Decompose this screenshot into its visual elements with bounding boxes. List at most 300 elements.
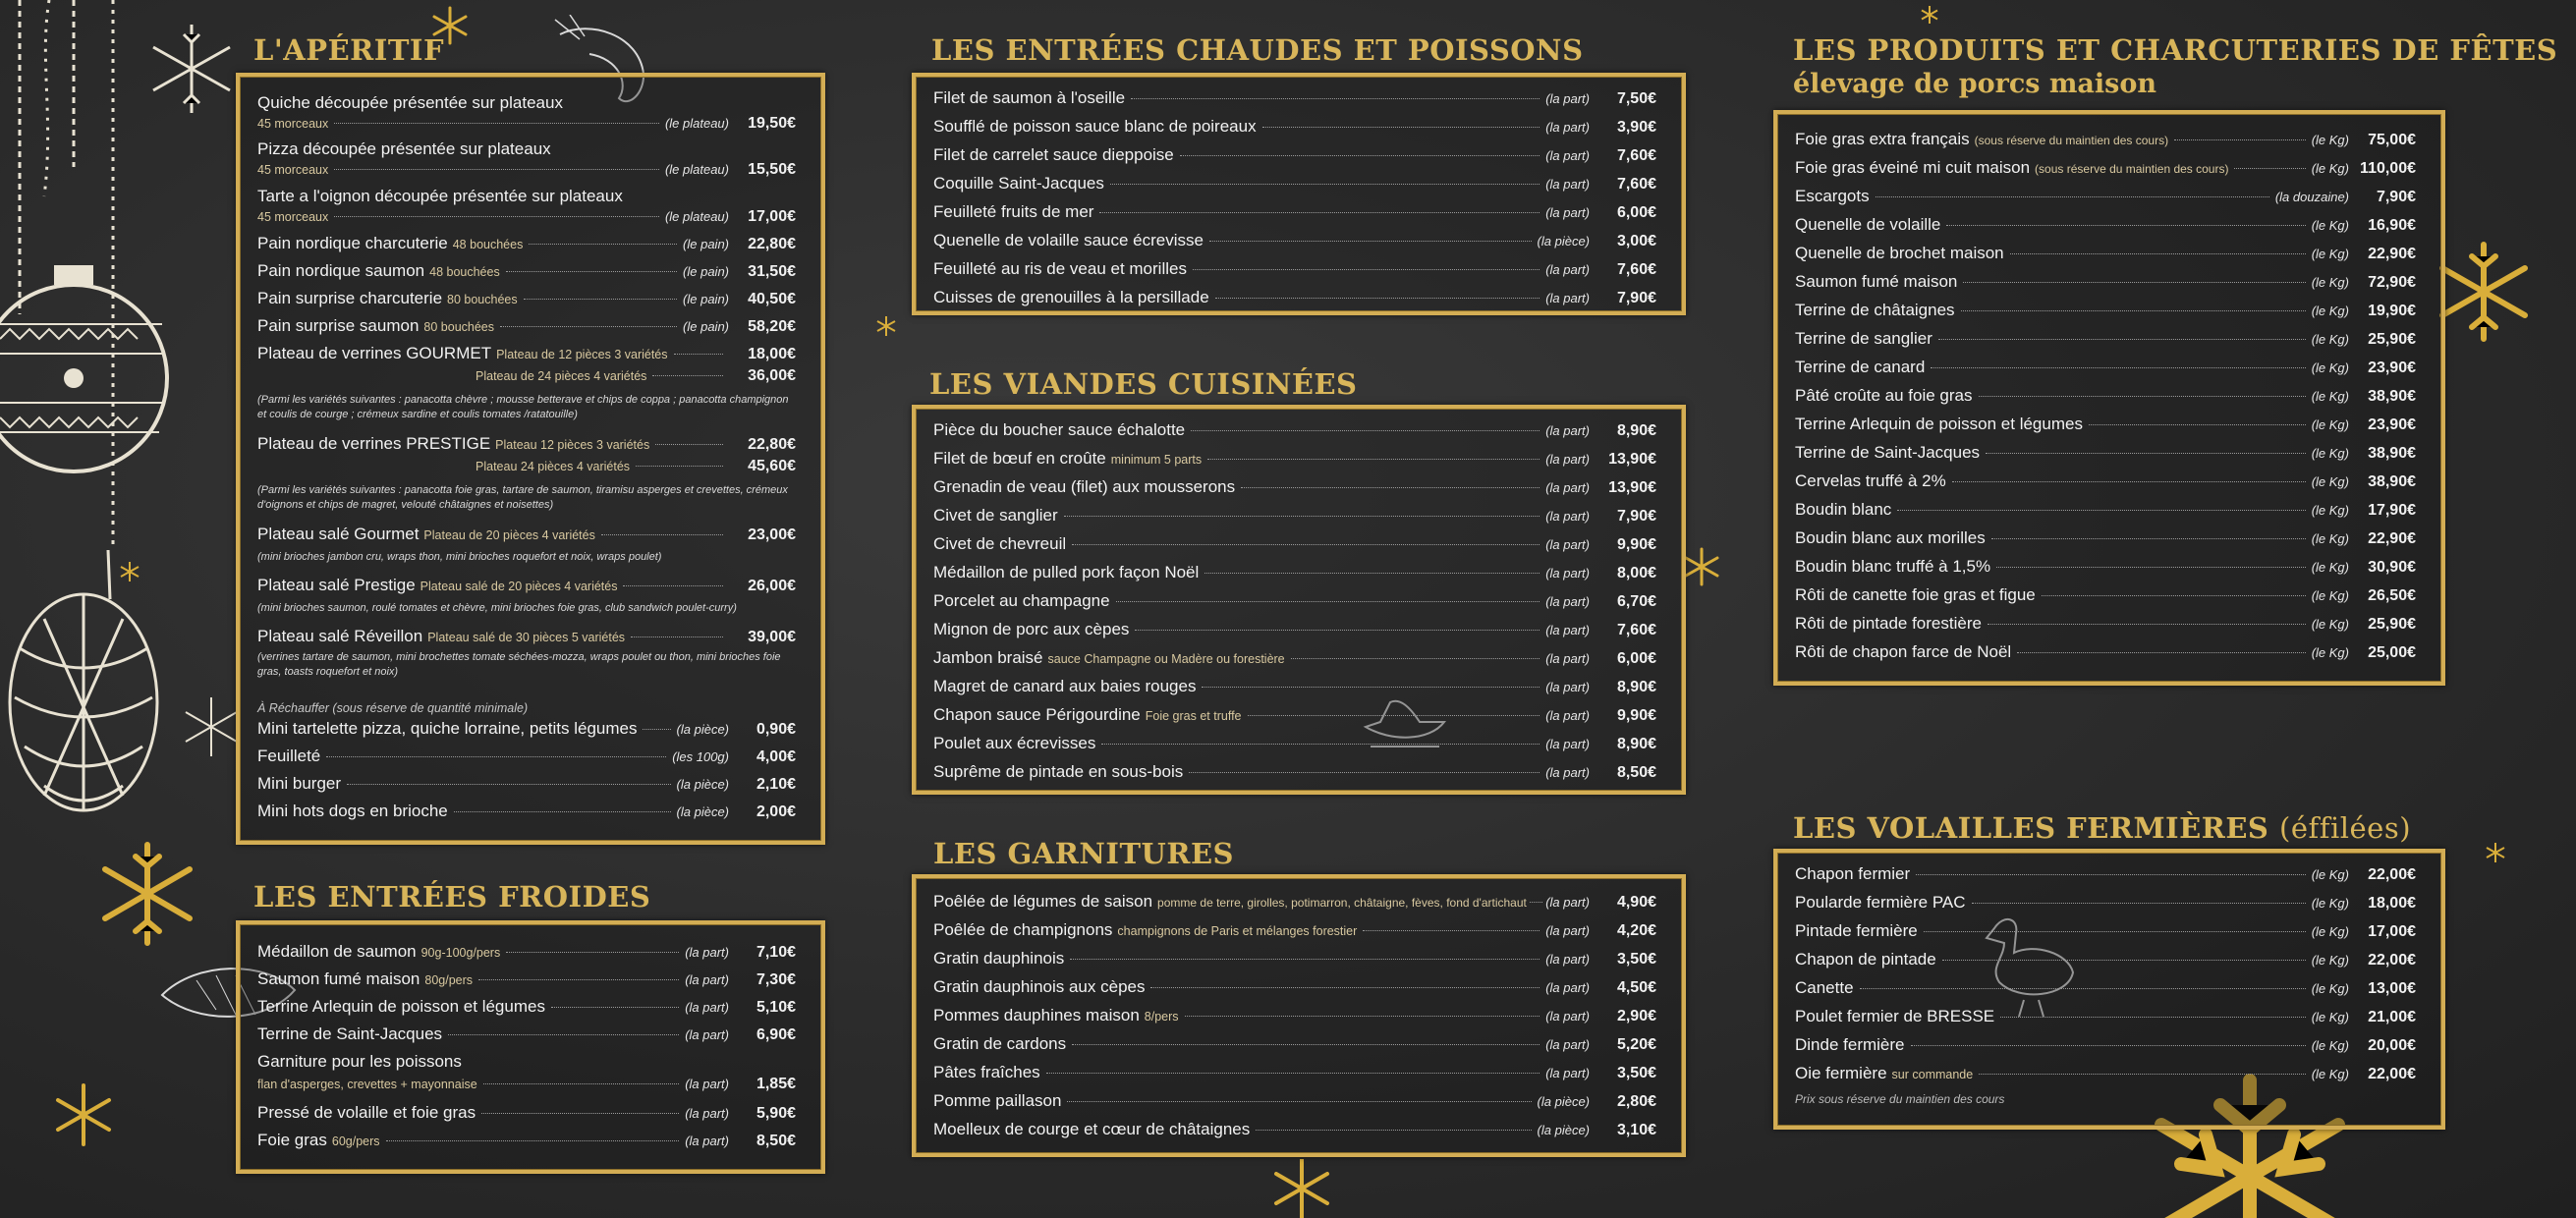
item-price: 26,00€ [748, 578, 796, 594]
item-name: Oie fermière [1795, 1064, 1887, 1082]
menu-item [933, 202, 1656, 222]
menu-item-detail [257, 115, 796, 133]
item-price: 8,00€ [1616, 565, 1656, 581]
item-price: 9,90€ [1616, 536, 1656, 553]
item-unit: (la part) [685, 1106, 729, 1121]
item-detail: champignons de Paris et mélanges forestier [1117, 924, 1358, 938]
item-note: (verrines tartare de saumon, mini brochettes tomate séchées-mozza, wraps poulet ou thon, mini brioches foie gras, toasts roquefort et noix) [257, 651, 781, 678]
item-unit: (la part) [1545, 708, 1590, 723]
item-name: Escargots [1795, 187, 1870, 205]
item-price: 22,80€ [748, 436, 796, 453]
menu-item [933, 259, 1656, 279]
menu-item [933, 762, 1656, 782]
item-price: 22,00€ [2368, 866, 2416, 883]
item-name: Coquille Saint-Jacques [933, 174, 1104, 193]
menu-item [1795, 244, 2416, 263]
item-name: Pintade fermière [1795, 921, 1918, 940]
item-price: 7,60€ [1616, 261, 1656, 278]
item-note: (Parmi les variétés suivantes : panacotta chèvre ; mousse betterave et chips de coppa ; panacotta champignon et coulis de courge ; crémeux sardine et coulis tomates /ratatouille) [257, 394, 789, 420]
item-unit: (le Kg) [2311, 560, 2349, 575]
menu-item [933, 648, 1656, 668]
item-detail: Foie gras et truffe [1145, 709, 1242, 723]
volailles-title-text: LES VOLAILLES FERMIÈRES [1793, 811, 2269, 845]
item-unit: (le Kg) [2311, 953, 2349, 968]
item-price: 8,90€ [1616, 422, 1656, 439]
menu-item [257, 234, 796, 253]
item-unit: (le Kg) [2311, 588, 2349, 603]
item-unit: (le Kg) [2311, 304, 2349, 318]
item-name: Pomme paillason [933, 1091, 1062, 1110]
item-detail: 80 bouchées [447, 293, 518, 306]
item-unit: (le Kg) [2311, 645, 2349, 660]
menu-item [257, 1024, 796, 1044]
item-unit: (le Kg) [2311, 247, 2349, 261]
menu-item [933, 231, 1656, 250]
volailles-title-suffix: (éffilées) [2279, 811, 2412, 845]
item-name: Filet de bœuf en croûte [933, 449, 1106, 468]
item-price: 9,90€ [1616, 707, 1656, 724]
item-name: Pain surprise charcuterie [257, 289, 443, 307]
item-unit: (la pièce) [676, 804, 729, 819]
viandes-box [912, 405, 1686, 795]
item-price: 4,90€ [1616, 894, 1656, 911]
item-name: Magret de canard aux baies rouges [933, 677, 1197, 695]
item-price: 21,00€ [2368, 1009, 2416, 1025]
item-price: 6,90€ [756, 1026, 796, 1043]
item-name: Médaillon de pulled pork façon Noël [933, 563, 1200, 581]
menu-item [257, 1052, 796, 1072]
item-note: (mini brioches jambon cru, wraps thon, mini brioches roquefort et noix, wraps poulet) [257, 551, 662, 563]
item-price: 17,90€ [2368, 502, 2416, 519]
price-note: Prix sous réserve du maintien des cours [1795, 1092, 2005, 1106]
menu-item [257, 344, 796, 363]
item-name: Canette [1795, 978, 1854, 997]
item-unit: (le Kg) [2311, 1038, 2349, 1053]
snowflake-icon [1919, 4, 1940, 26]
menu-item [257, 434, 796, 454]
item-detail: Plateau de 12 pièces 3 variétés [496, 348, 668, 361]
menu-item [933, 705, 1656, 725]
item-name: Quenelle de volaille [1795, 215, 1941, 234]
menu-item [257, 997, 796, 1017]
menu-item [257, 525, 796, 544]
item-name: Poulet aux écrevisses [933, 734, 1096, 752]
item-price: 75,00€ [2368, 132, 2416, 148]
item-unit: (la part) [1545, 980, 1590, 995]
item-name: Pressé de volaille et foie gras [257, 1103, 476, 1122]
menu-item [1795, 386, 2416, 406]
item-unit: (le pain) [683, 264, 729, 279]
item-unit: (la part) [1545, 205, 1590, 220]
item-unit: (la part) [685, 945, 729, 960]
menu-item [933, 620, 1656, 639]
item-name: Cuisses de grenouilles à la persillade [933, 288, 1209, 306]
item-price: 25,90€ [2368, 616, 2416, 633]
item-name: Pièce du boucher sauce échalotte [933, 420, 1186, 439]
menu-item-option [476, 458, 796, 475]
item-name: Pain nordique saumon [257, 261, 425, 280]
item-name: Pommes dauphines maison [933, 1006, 1140, 1024]
item-detail: 90g-100g/pers [420, 946, 501, 960]
menu-item [933, 734, 1656, 753]
item-unit: (le Kg) [2311, 503, 2349, 518]
item-name: Pizza découpée présentée sur plateaux [257, 139, 551, 158]
item-name: Foie gras [257, 1131, 327, 1149]
item-price: 45,60€ [748, 458, 796, 474]
item-unit: (le pain) [683, 319, 729, 334]
item-unit: (le Kg) [2311, 981, 2349, 996]
entrees-froides-box [236, 920, 825, 1174]
menu-item [933, 1091, 1656, 1111]
item-name: Pâté croûte au foie gras [1795, 386, 1973, 405]
item-name: Chapon fermier [1795, 864, 1911, 883]
menu-item [933, 145, 1656, 165]
item-unit: (la part) [1545, 1009, 1590, 1024]
item-unit: (la pièce) [676, 777, 729, 792]
viandes-title: LES VIANDES CUISINÉES [929, 367, 1358, 401]
item-unit: (la part) [1545, 120, 1590, 135]
item-detail: (sous réserve du maintien des cours) [2035, 162, 2229, 176]
item-unit: (la part) [1545, 291, 1590, 305]
item-price: 2,80€ [1616, 1093, 1656, 1110]
item-price: 22,90€ [2368, 530, 2416, 547]
item-detail: flan d'asperges, crevettes + mayonnaise [257, 1078, 477, 1091]
item-detail: 60g/pers [331, 1135, 380, 1148]
menu-item [1795, 301, 2416, 320]
item-unit: (la part) [1545, 148, 1590, 163]
item-unit: (la pièce) [1537, 234, 1590, 249]
item-unit: (la part) [1545, 623, 1590, 637]
menu-item [257, 1131, 796, 1150]
item-unit: (la part) [1545, 566, 1590, 581]
item-price: 26,50€ [2368, 587, 2416, 604]
item-note: (mini brioches saumon, roulé tomates et chèvre, mini brioches foie gras, club sandwich poulet-curry) [257, 602, 737, 614]
item-price: 39,00€ [748, 629, 796, 645]
menu-item [1795, 415, 2416, 434]
item-name: Dinde fermière [1795, 1035, 1905, 1054]
item-name: Garniture pour les poissons [257, 1052, 462, 1071]
item-price: 2,10€ [756, 776, 796, 793]
item-price: 110,00€ [2360, 160, 2416, 177]
item-unit: (la part) [1545, 895, 1590, 910]
item-price: 38,90€ [2368, 473, 2416, 490]
item-unit: (le Kg) [2311, 1010, 2349, 1024]
item-price: 18,00€ [748, 346, 796, 362]
item-name: Moelleux de courge et cœur de châtaignes [933, 1120, 1251, 1138]
item-unit: (le pain) [683, 237, 729, 251]
item-price: 23,00€ [748, 526, 796, 543]
menu-item [933, 1034, 1656, 1054]
item-price: 3,50€ [1616, 951, 1656, 968]
item-price: 7,50€ [1616, 90, 1656, 107]
item-unit: (la part) [1545, 177, 1590, 192]
item-detail: Plateau salé de 30 pièces 5 variétés [427, 631, 626, 644]
item-name: Suprême de pintade en sous-bois [933, 762, 1184, 781]
item-unit: (la pièce) [676, 722, 729, 737]
garnitures-box [912, 874, 1686, 1157]
item-detail: 80g/pers [424, 973, 474, 987]
menu-item [933, 420, 1656, 440]
item-price: 8,50€ [1616, 764, 1656, 781]
menu-item [933, 477, 1656, 497]
item-price: 13,90€ [1608, 451, 1656, 468]
snowflake-icon [49, 1080, 118, 1149]
item-name: Plateau de verrines PRESTIGE [257, 434, 491, 453]
item-name: Pain nordique charcuterie [257, 234, 448, 252]
item-price: 7,90€ [1616, 508, 1656, 525]
item-price: 25,00€ [2368, 644, 2416, 661]
item-unit: (la pièce) [1537, 1123, 1590, 1137]
menu-item [1795, 557, 2416, 577]
item-unit: (le Kg) [2311, 531, 2349, 546]
item-price: 38,90€ [2368, 445, 2416, 462]
item-name: Terrine Arlequin de poisson et légumes [257, 997, 545, 1016]
item-price: 3,50€ [1616, 1065, 1656, 1081]
item-name: Terrine de châtaignes [1795, 301, 1955, 319]
item-detail: minimum 5 parts [1110, 453, 1203, 467]
menu-item [257, 316, 796, 336]
menu-item [933, 677, 1656, 696]
item-name: Poulet fermier de BRESSE [1795, 1007, 1995, 1025]
item-name: Civet de sanglier [933, 506, 1058, 525]
menu-item [1795, 358, 2416, 377]
item-price: 38,90€ [2368, 388, 2416, 405]
item-price: 4,00€ [756, 748, 796, 765]
item-name: Mignon de porc aux cèpes [933, 620, 1130, 638]
item-detail: pomme de terre, girolles, potimarron, châtaigne, fèves, fond d'artichaut [1157, 896, 1527, 910]
item-name: Gratin de cardons [933, 1034, 1067, 1053]
item-price: 16,90€ [2368, 217, 2416, 234]
item-price: 3,00€ [1616, 233, 1656, 249]
item-price: 7,60€ [1616, 176, 1656, 193]
item-price: 13,90€ [1608, 479, 1656, 496]
item-name: Médaillon de saumon [257, 942, 417, 961]
menu-item [933, 288, 1656, 307]
item-name: Quiche découpée présentée sur plateaux [257, 93, 563, 112]
menu-item [1795, 864, 2416, 884]
item-unit: (le Kg) [2311, 867, 2349, 882]
menu-item [1795, 921, 2416, 941]
item-unit: (les 100g) [672, 749, 729, 764]
menu-item [257, 942, 796, 962]
menu-item [1795, 215, 2416, 235]
menu-item [933, 920, 1656, 940]
item-name: Mini burger [257, 774, 342, 793]
menu-item [933, 563, 1656, 582]
menu-item [1795, 614, 2416, 634]
menu-item [257, 139, 796, 159]
item-name: Boudin blanc [1795, 500, 1892, 519]
item-unit: (le pain) [683, 292, 729, 306]
item-price: 2,00€ [756, 803, 796, 820]
menu-item [1795, 187, 2416, 206]
menu-item [257, 187, 796, 206]
menu-item [257, 969, 796, 989]
item-unit: (le Kg) [2311, 332, 2349, 347]
entrees-chaudes-title: LES ENTRÉES CHAUDES ET POISSONS [931, 33, 1584, 67]
volailles-box [1773, 849, 2445, 1130]
item-unit: (la part) [1545, 91, 1590, 106]
item-detail: 45 morceaux [257, 210, 329, 224]
item-name: Feuilleté au ris de veau et morilles [933, 259, 1187, 278]
menu-item [1795, 158, 2416, 178]
item-unit: (le Kg) [2311, 1067, 2349, 1081]
item-price: 40,50€ [748, 291, 796, 307]
item-unit: (la douzaine) [2274, 190, 2349, 204]
item-name: Poêlée de légumes de saison [933, 892, 1153, 911]
item-price: 13,00€ [2368, 980, 2416, 997]
produits-subtitle: élevage de porcs maison [1793, 69, 2157, 99]
item-detail: Plateau de 24 pièces 4 variétés [476, 369, 647, 383]
item-unit: (la pièce) [1537, 1094, 1590, 1109]
item-price: 5,10€ [756, 999, 796, 1016]
item-price: 8,90€ [1616, 736, 1656, 752]
item-name: Mini hots dogs en brioche [257, 802, 448, 820]
item-name: Plateau salé Réveillon [257, 627, 423, 645]
menu-item [1795, 1035, 2416, 1055]
item-unit: (la part) [1545, 423, 1590, 438]
item-unit: (la part) [1545, 262, 1590, 277]
item-name: Cervelas truffé à 2% [1795, 471, 1946, 490]
item-name: Saumon fumé maison [1795, 272, 1958, 291]
item-name: Terrine de Saint-Jacques [1795, 443, 1981, 462]
item-name: Soufflé de poisson sauce blanc de poireaux [933, 117, 1257, 136]
item-unit: (la part) [685, 1027, 729, 1042]
item-price: 7,90€ [2376, 189, 2416, 205]
item-price: 19,50€ [748, 115, 796, 132]
item-price: 36,00€ [748, 367, 796, 384]
item-name: Feuilleté [257, 747, 321, 765]
reheat-label: À Réchauffer (sous réserve de quantité minimale) [257, 701, 529, 715]
menu-item [257, 627, 796, 646]
item-unit: (le Kg) [2311, 617, 2349, 632]
item-unit: (le Kg) [2311, 474, 2349, 489]
menu-item [933, 977, 1656, 997]
item-name: Gratin dauphinois [933, 949, 1065, 968]
item-price: 6,70€ [1616, 593, 1656, 610]
item-unit: (le Kg) [2311, 924, 2349, 939]
item-unit: (la part) [685, 972, 729, 987]
menu-item [933, 1006, 1656, 1025]
menu-item [933, 949, 1656, 969]
item-unit: (la part) [1545, 452, 1590, 467]
menu-item [257, 289, 796, 308]
item-price: 6,00€ [1616, 204, 1656, 221]
garnitures-title: LES GARNITURES [933, 837, 1234, 870]
item-name: Boudin blanc aux morilles [1795, 528, 1986, 547]
snowflake-icon [1680, 545, 1723, 588]
item-name: Mini tartelette pizza, quiche lorraine, petits légumes [257, 719, 638, 738]
item-price: 22,00€ [2368, 952, 2416, 969]
item-name: Porcelet au champagne [933, 591, 1110, 610]
item-unit: (le Kg) [2311, 417, 2349, 432]
item-detail: Plateau 24 pièces 4 variétés [476, 460, 631, 473]
item-name: Poularde fermière PAC [1795, 893, 1966, 912]
item-name: Foie gras éveiné mi cuit maison [1795, 158, 2031, 177]
snowflake-icon [93, 840, 201, 948]
menu-item [933, 449, 1656, 469]
item-price: 17,00€ [2368, 923, 2416, 940]
item-name: Jambon braisé [933, 648, 1043, 667]
item-price: 15,50€ [748, 161, 796, 178]
volailles-title [1793, 811, 2411, 845]
menu-item [257, 93, 796, 113]
item-price: 6,00€ [1616, 650, 1656, 667]
snowflake-icon [874, 314, 898, 338]
item-unit: (la part) [1545, 923, 1590, 938]
entrees-chaudes-box [912, 73, 1686, 315]
item-price: 72,90€ [2368, 274, 2416, 291]
item-price: 2,90€ [1616, 1008, 1656, 1024]
item-name: Pâtes fraîches [933, 1063, 1040, 1081]
item-detail: Plateau 12 pièces 3 variétés [495, 438, 650, 452]
item-unit: (le Kg) [2311, 360, 2349, 375]
menu-item [933, 117, 1656, 137]
item-unit: (la part) [1545, 680, 1590, 694]
item-price: 31,50€ [748, 263, 796, 280]
menu-item [257, 261, 796, 281]
item-name: Chapon sauce Périgourdine [933, 705, 1141, 724]
item-name: Terrine de Saint-Jacques [257, 1024, 443, 1043]
item-name: Plateau salé Prestige [257, 576, 416, 594]
item-detail: 48 bouchées [452, 238, 524, 251]
pine-cone-icon [10, 550, 157, 810]
item-unit: (la part) [1545, 765, 1590, 780]
item-name: Chapon de pintade [1795, 950, 1936, 969]
item-price: 22,00€ [2368, 1066, 2416, 1082]
item-name: Saumon fumé maison [257, 969, 420, 988]
item-price: 18,00€ [2368, 895, 2416, 912]
menu-item [257, 719, 796, 739]
item-price: 25,90€ [2368, 331, 2416, 348]
item-name: Feuilleté fruits de mer [933, 202, 1094, 221]
menu-item [1795, 130, 2416, 149]
menu-item [257, 576, 796, 595]
item-unit: (le Kg) [2311, 389, 2349, 404]
menu-item-detail [257, 1076, 796, 1093]
item-price: 22,80€ [748, 236, 796, 252]
item-price: 4,50€ [1616, 979, 1656, 996]
item-unit: (la part) [1545, 480, 1590, 495]
item-price: 0,90€ [756, 721, 796, 738]
menu-item [1795, 642, 2416, 662]
item-unit: (la part) [685, 1000, 729, 1015]
menu-item-detail [257, 161, 796, 179]
item-price: 7,90€ [1616, 290, 1656, 306]
item-name: Poêlée de champignons [933, 920, 1113, 939]
menu-item [257, 774, 796, 794]
menu-item [1795, 528, 2416, 548]
item-unit: (la part) [1545, 594, 1590, 609]
item-price: 58,20€ [748, 318, 796, 335]
item-unit: (le Kg) [2311, 161, 2349, 176]
item-name: Plateau salé Gourmet [257, 525, 420, 543]
menu-item [933, 506, 1656, 526]
item-detail: 80 bouchées [423, 320, 495, 334]
item-detail: 45 morceaux [257, 117, 329, 131]
item-unit: (le Kg) [2311, 446, 2349, 461]
menu-item [933, 88, 1656, 108]
item-price: 20,00€ [2368, 1037, 2416, 1054]
item-unit: (la part) [1545, 737, 1590, 751]
menu-item [1795, 950, 2416, 969]
item-name: Civet de chevreuil [933, 534, 1067, 553]
snowflake-icon [153, 25, 230, 113]
item-unit: (le Kg) [2311, 133, 2349, 147]
item-price: 22,90€ [2368, 246, 2416, 262]
item-name: Rôti de pintade forestière [1795, 614, 1982, 633]
menu-item [1795, 500, 2416, 520]
